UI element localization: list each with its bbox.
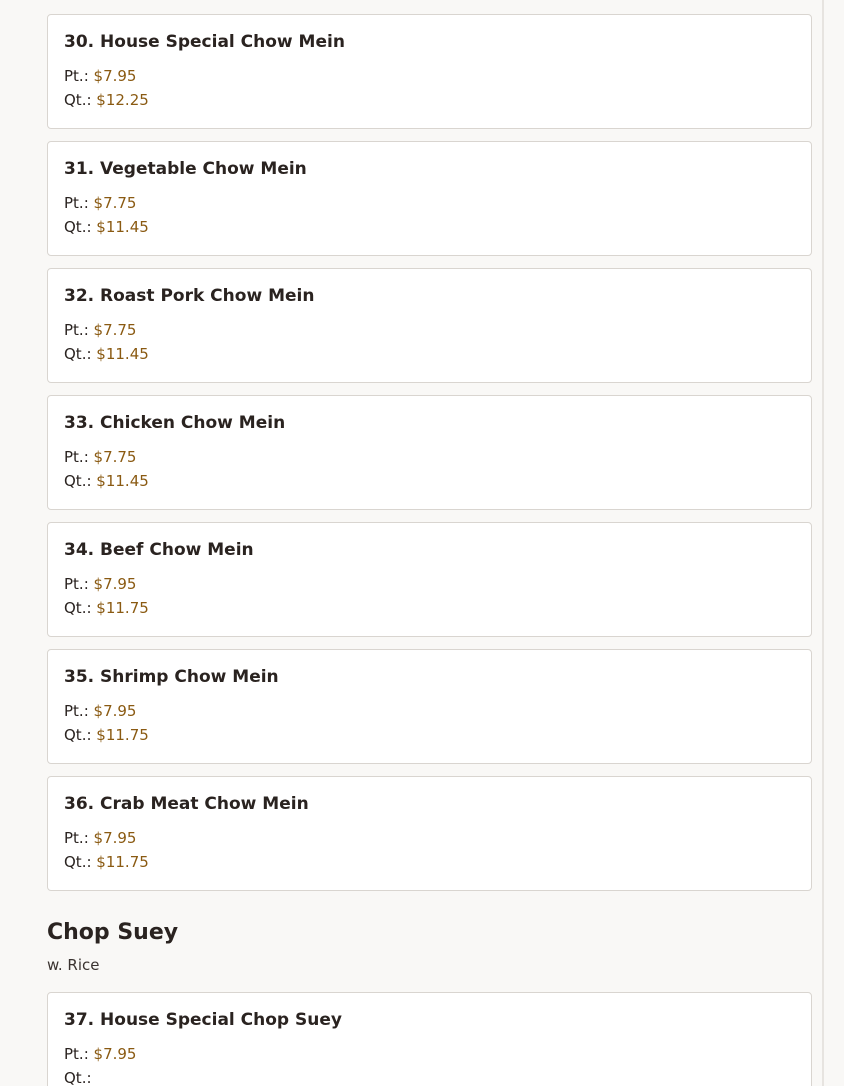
pint-price: $7.95 [93,702,137,720]
quart-label: Qt.: [64,1069,92,1086]
quart-label: Qt.: [64,345,92,363]
section-subtitle: w. Rice [47,956,100,974]
pint-price-line [64,318,795,342]
pint-price: $7.75 [93,194,137,212]
menu-item-title: 35. Shrimp Chow Mein [64,667,279,687]
quart-label: Qt.: [64,218,92,236]
pint-price: $7.75 [93,448,137,466]
quart-price-line [64,88,795,112]
pint-label: Pt.: [64,829,89,847]
quart-price-line [64,850,795,874]
pint-label: Pt.: [64,194,89,212]
pint-label: Pt.: [64,448,89,466]
scrollbar-track[interactable] [822,0,824,1086]
quart-price: $11.45 [96,472,149,490]
quart-price-line [64,1066,795,1086]
menu-item-card[interactable] [47,141,812,256]
menu-item-title: 30. House Special Chow Mein [64,32,345,52]
quart-price-line [64,469,795,493]
menu-item-card[interactable] [47,649,812,764]
quart-price: $11.75 [96,853,149,871]
pint-price-line [64,445,795,469]
pint-price: $7.95 [93,575,137,593]
menu-item-card[interactable] [47,395,812,510]
menu-item-title: 37. House Special Chop Suey [64,1010,342,1030]
pint-price-line [64,191,795,215]
menu-item-card[interactable] [47,522,812,637]
pint-price-line [64,572,795,596]
menu-content [47,14,812,1086]
quart-label: Qt.: [64,599,92,617]
quart-price: $11.45 [96,345,149,363]
pint-label: Pt.: [64,321,89,339]
menu-item-title: 32. Roast Pork Chow Mein [64,286,315,306]
pint-price: $7.95 [93,829,137,847]
quart-price: $11.75 [96,726,149,744]
pint-price-line [64,826,795,850]
section-heading: Chop Suey [47,920,179,945]
pint-label: Pt.: [64,67,89,85]
pint-label: Pt.: [64,702,89,720]
quart-label: Qt.: [64,726,92,744]
quart-price-line [64,215,795,239]
quart-price-line [64,723,795,747]
menu-item-card[interactable] [47,992,812,1086]
quart-price-line [64,342,795,366]
menu-item-title: 31. Vegetable Chow Mein [64,159,307,179]
quart-price: $11.75 [96,599,149,617]
menu-item-title: 36. Crab Meat Chow Mein [64,794,309,814]
quart-label: Qt.: [64,472,92,490]
quart-price: $11.45 [96,218,149,236]
pint-price-line [64,699,795,723]
pint-price: $7.95 [93,1045,137,1063]
menu-item-card[interactable] [47,268,812,383]
quart-label: Qt.: [64,91,92,109]
quart-label: Qt.: [64,853,92,871]
pint-price: $7.95 [93,67,137,85]
menu-item-title: 33. Chicken Chow Mein [64,413,286,433]
pint-label: Pt.: [64,575,89,593]
menu-item-card[interactable] [47,14,812,129]
pint-price-line [64,64,795,88]
menu-item-card[interactable] [47,776,812,891]
quart-price-line [64,596,795,620]
pint-price-line [64,1042,795,1066]
quart-price: $12.25 [96,91,149,109]
pint-label: Pt.: [64,1045,89,1063]
pint-price: $7.75 [93,321,137,339]
menu-item-title: 34. Beef Chow Mein [64,540,254,560]
